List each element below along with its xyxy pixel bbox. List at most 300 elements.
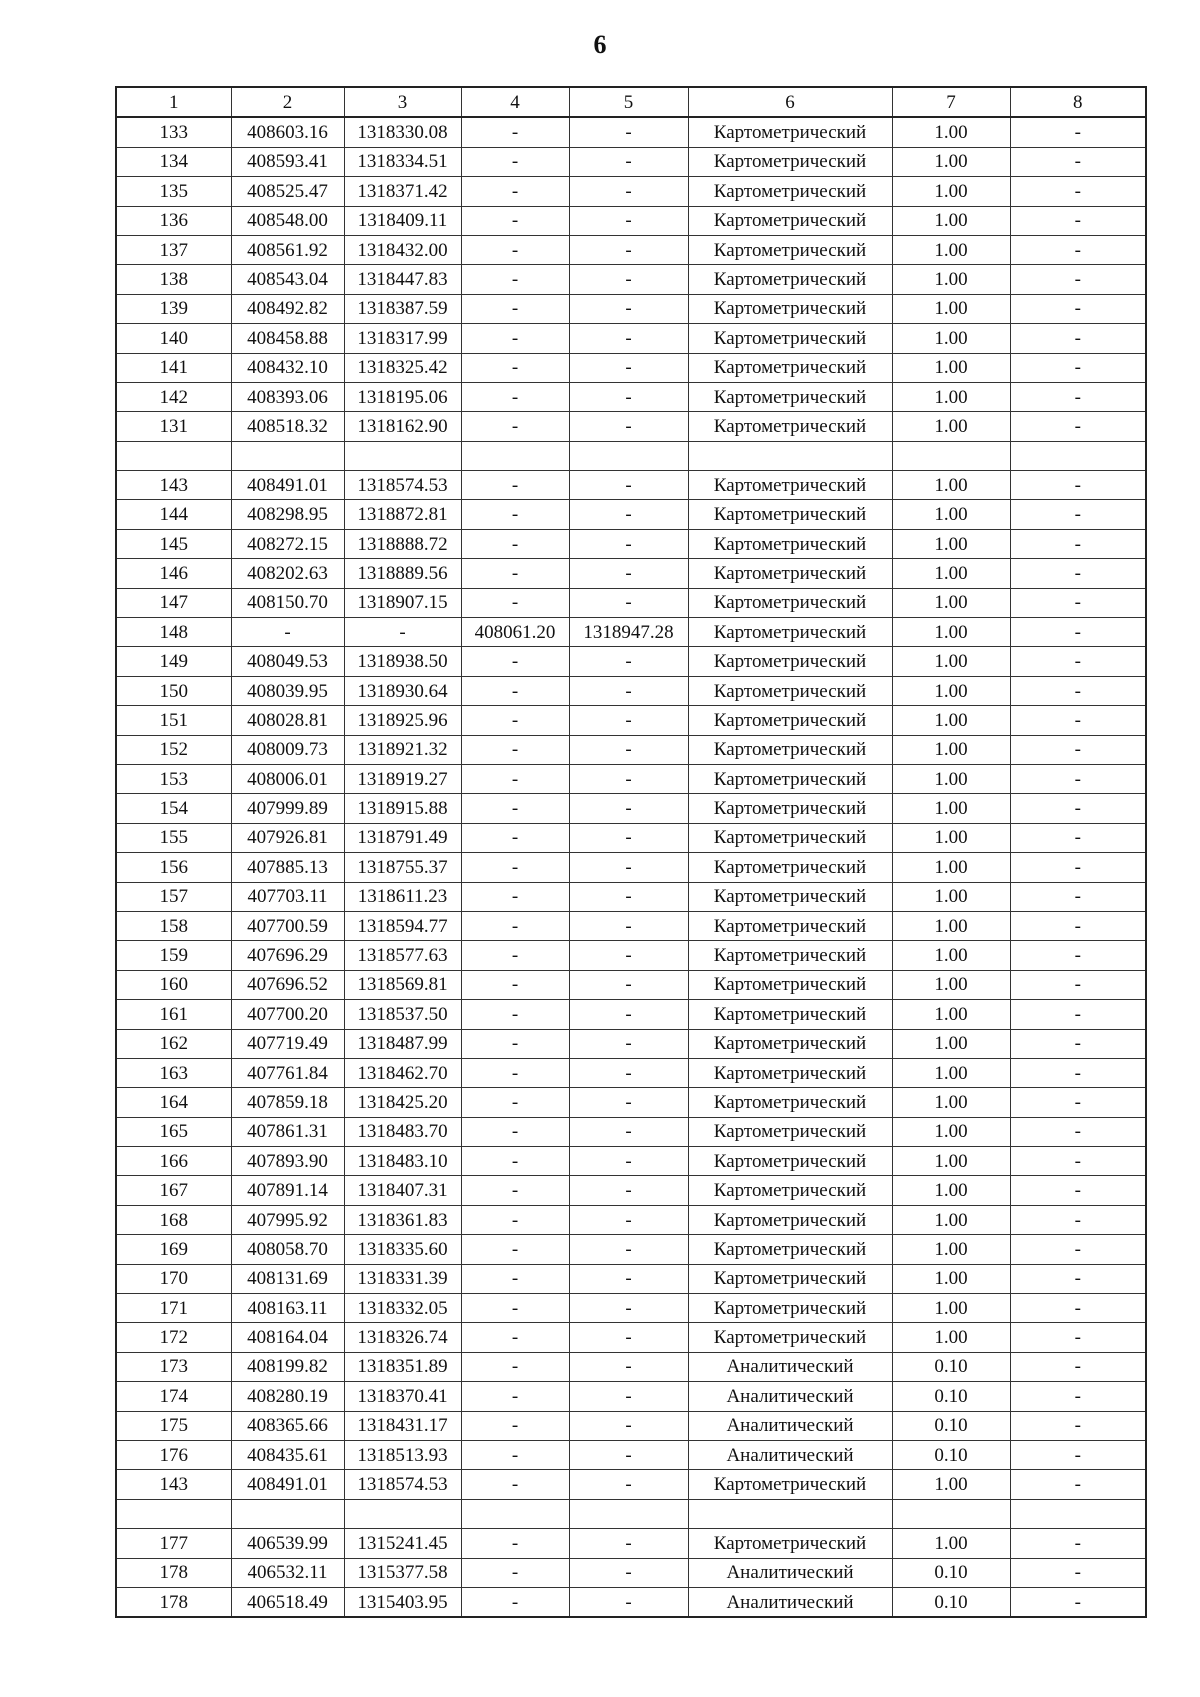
y-new-cell: - bbox=[569, 559, 688, 588]
y-coordinate-cell: 1318195.06 bbox=[344, 382, 461, 411]
method-cell: Картометрический bbox=[688, 235, 892, 264]
y-coordinate-cell: 1318371.42 bbox=[344, 177, 461, 206]
y-coordinate-cell: 1318351.89 bbox=[344, 1352, 461, 1381]
x-coordinate-cell: 406532.11 bbox=[231, 1558, 344, 1587]
y-coordinate-cell: 1318574.53 bbox=[344, 1470, 461, 1499]
accuracy-cell: 1.00 bbox=[892, 1264, 1010, 1293]
x-new-cell: - bbox=[461, 1411, 569, 1440]
note-cell: - bbox=[1010, 794, 1146, 823]
point-number-cell: 134 bbox=[116, 147, 231, 176]
table-row bbox=[116, 471, 1146, 500]
point-number-cell: 176 bbox=[116, 1440, 231, 1469]
method-cell: Картометрический bbox=[688, 941, 892, 970]
table-row bbox=[116, 1470, 1146, 1499]
x-coordinate-cell: 408543.04 bbox=[231, 265, 344, 294]
y-new-cell: - bbox=[569, 117, 688, 147]
table-row bbox=[116, 1558, 1146, 1587]
method-cell: Картометрический bbox=[688, 970, 892, 999]
x-coordinate-cell: 407861.31 bbox=[231, 1117, 344, 1146]
point-number-cell: 170 bbox=[116, 1264, 231, 1293]
method-cell: Картометрический bbox=[688, 559, 892, 588]
point-number-cell: 162 bbox=[116, 1029, 231, 1058]
x-new-cell: - bbox=[461, 1587, 569, 1617]
note-cell: - bbox=[1010, 911, 1146, 940]
note-cell: - bbox=[1010, 471, 1146, 500]
table-row bbox=[116, 1499, 1146, 1528]
point-number-cell bbox=[116, 1499, 231, 1528]
y-new-cell: - bbox=[569, 1587, 688, 1617]
note-cell: - bbox=[1010, 353, 1146, 382]
method-cell: Аналитический bbox=[688, 1440, 892, 1469]
point-number-cell: 178 bbox=[116, 1558, 231, 1587]
y-coordinate-cell bbox=[344, 1499, 461, 1528]
point-number-cell: 150 bbox=[116, 676, 231, 705]
x-new-cell: - bbox=[461, 941, 569, 970]
note-cell: - bbox=[1010, 970, 1146, 999]
table-row bbox=[116, 117, 1146, 147]
method-cell: Картометрический bbox=[688, 412, 892, 441]
y-new-cell: - bbox=[569, 882, 688, 911]
x-new-cell: - bbox=[461, 559, 569, 588]
note-cell: - bbox=[1010, 1352, 1146, 1381]
y-new-cell: - bbox=[569, 1470, 688, 1499]
method-cell: Картометрический bbox=[688, 147, 892, 176]
note-cell: - bbox=[1010, 382, 1146, 411]
point-number-cell: 169 bbox=[116, 1235, 231, 1264]
method-cell: Картометрический bbox=[688, 471, 892, 500]
table-row bbox=[116, 529, 1146, 558]
point-number-cell: 136 bbox=[116, 206, 231, 235]
method-cell: Картометрический bbox=[688, 1264, 892, 1293]
note-cell: - bbox=[1010, 647, 1146, 676]
note-cell: - bbox=[1010, 1587, 1146, 1617]
table-row bbox=[116, 764, 1146, 793]
x-coordinate-cell: 408458.88 bbox=[231, 324, 344, 353]
y-new-cell: - bbox=[569, 529, 688, 558]
y-coordinate-cell: 1318791.49 bbox=[344, 823, 461, 852]
y-new-cell: - bbox=[569, 1382, 688, 1411]
point-number-cell: 152 bbox=[116, 735, 231, 764]
method-cell: Картометрический bbox=[688, 382, 892, 411]
table-row bbox=[116, 676, 1146, 705]
table-row bbox=[116, 1440, 1146, 1469]
point-number-cell: 133 bbox=[116, 117, 231, 147]
accuracy-cell: 1.00 bbox=[892, 206, 1010, 235]
x-coordinate-cell: 407700.20 bbox=[231, 1000, 344, 1029]
note-cell: - bbox=[1010, 1000, 1146, 1029]
table-row bbox=[116, 823, 1146, 852]
note-cell: - bbox=[1010, 1294, 1146, 1323]
point-number-cell: 163 bbox=[116, 1058, 231, 1087]
note-cell: - bbox=[1010, 412, 1146, 441]
x-new-cell: 408061.20 bbox=[461, 618, 569, 647]
method-cell: Картометрический bbox=[688, 353, 892, 382]
y-new-cell: - bbox=[569, 1411, 688, 1440]
accuracy-cell: 1.00 bbox=[892, 471, 1010, 500]
method-cell: Картометрический bbox=[688, 853, 892, 882]
x-coordinate-cell: 408298.95 bbox=[231, 500, 344, 529]
table-row bbox=[116, 500, 1146, 529]
x-new-cell: - bbox=[461, 382, 569, 411]
table-row bbox=[116, 294, 1146, 323]
column-header: 6 bbox=[688, 87, 892, 117]
point-number-cell: 135 bbox=[116, 177, 231, 206]
x-coordinate-cell: 407719.49 bbox=[231, 1029, 344, 1058]
y-coordinate-cell: 1318387.59 bbox=[344, 294, 461, 323]
point-number-cell: 149 bbox=[116, 647, 231, 676]
accuracy-cell: 1.00 bbox=[892, 676, 1010, 705]
accuracy-cell: 1.00 bbox=[892, 735, 1010, 764]
y-coordinate-cell: - bbox=[344, 618, 461, 647]
x-coordinate-cell: 407995.92 bbox=[231, 1205, 344, 1234]
x-coordinate-cell: 408561.92 bbox=[231, 235, 344, 264]
method-cell: Картометрический bbox=[688, 735, 892, 764]
table-row bbox=[116, 1323, 1146, 1352]
method-cell: Картометрический bbox=[688, 1088, 892, 1117]
table-row bbox=[116, 1000, 1146, 1029]
x-coordinate-cell: 408548.00 bbox=[231, 206, 344, 235]
y-new-cell: - bbox=[569, 147, 688, 176]
y-new-cell bbox=[569, 441, 688, 470]
accuracy-cell: 1.00 bbox=[892, 1058, 1010, 1087]
method-cell: Картометрический bbox=[688, 823, 892, 852]
y-coordinate-cell: 1318326.74 bbox=[344, 1323, 461, 1352]
note-cell: - bbox=[1010, 235, 1146, 264]
accuracy-cell: 0.10 bbox=[892, 1587, 1010, 1617]
y-new-cell: - bbox=[569, 412, 688, 441]
note-cell: - bbox=[1010, 618, 1146, 647]
accuracy-cell: 1.00 bbox=[892, 941, 1010, 970]
y-new-cell: - bbox=[569, 382, 688, 411]
y-coordinate-cell: 1318447.83 bbox=[344, 265, 461, 294]
table-row bbox=[116, 1205, 1146, 1234]
accuracy-cell: 1.00 bbox=[892, 764, 1010, 793]
table-row bbox=[116, 882, 1146, 911]
note-cell: - bbox=[1010, 1470, 1146, 1499]
y-coordinate-cell: 1315403.95 bbox=[344, 1587, 461, 1617]
x-coordinate-cell: 406518.49 bbox=[231, 1587, 344, 1617]
method-cell: Аналитический bbox=[688, 1558, 892, 1587]
note-cell: - bbox=[1010, 1176, 1146, 1205]
x-coordinate-cell: 408272.15 bbox=[231, 529, 344, 558]
method-cell: Картометрический bbox=[688, 206, 892, 235]
y-coordinate-cell: 1318921.32 bbox=[344, 735, 461, 764]
point-number-cell: 146 bbox=[116, 559, 231, 588]
y-new-cell: - bbox=[569, 265, 688, 294]
y-coordinate-cell: 1318325.42 bbox=[344, 353, 461, 382]
table-row bbox=[116, 559, 1146, 588]
accuracy-cell: 1.00 bbox=[892, 324, 1010, 353]
x-new-cell: - bbox=[461, 1147, 569, 1176]
table-row bbox=[116, 1235, 1146, 1264]
method-cell: Картометрический bbox=[688, 706, 892, 735]
y-new-cell: - bbox=[569, 1558, 688, 1587]
y-new-cell: - bbox=[569, 1029, 688, 1058]
x-new-cell: - bbox=[461, 1470, 569, 1499]
y-new-cell: - bbox=[569, 911, 688, 940]
table-row bbox=[116, 1529, 1146, 1558]
method-cell: Картометрический bbox=[688, 1147, 892, 1176]
note-cell: - bbox=[1010, 706, 1146, 735]
y-coordinate-cell: 1318487.99 bbox=[344, 1029, 461, 1058]
note-cell: - bbox=[1010, 206, 1146, 235]
table-row bbox=[116, 1411, 1146, 1440]
point-number-cell: 131 bbox=[116, 412, 231, 441]
accuracy-cell: 1.00 bbox=[892, 1205, 1010, 1234]
y-new-cell: - bbox=[569, 676, 688, 705]
method-cell: Картометрический bbox=[688, 1529, 892, 1558]
table-row bbox=[116, 911, 1146, 940]
table-row bbox=[116, 1382, 1146, 1411]
method-cell: Аналитический bbox=[688, 1352, 892, 1381]
table-row bbox=[116, 382, 1146, 411]
y-new-cell: - bbox=[569, 1352, 688, 1381]
x-coordinate-cell bbox=[231, 441, 344, 470]
note-cell: - bbox=[1010, 676, 1146, 705]
column-header: 7 bbox=[892, 87, 1010, 117]
table-body bbox=[116, 117, 1146, 1617]
point-number-cell: 177 bbox=[116, 1529, 231, 1558]
y-new-cell: - bbox=[569, 823, 688, 852]
method-cell: Картометрический bbox=[688, 117, 892, 147]
y-coordinate-cell: 1318332.05 bbox=[344, 1294, 461, 1323]
x-coordinate-cell: 408435.61 bbox=[231, 1440, 344, 1469]
y-coordinate-cell: 1315241.45 bbox=[344, 1529, 461, 1558]
method-cell: Картометрический bbox=[688, 529, 892, 558]
point-number-cell: 143 bbox=[116, 1470, 231, 1499]
x-new-cell: - bbox=[461, 1058, 569, 1087]
y-coordinate-cell: 1318483.70 bbox=[344, 1117, 461, 1146]
x-new-cell: - bbox=[461, 882, 569, 911]
y-new-cell: - bbox=[569, 1529, 688, 1558]
note-cell: - bbox=[1010, 324, 1146, 353]
method-cell bbox=[688, 1499, 892, 1528]
table-row bbox=[116, 970, 1146, 999]
method-cell: Картометрический bbox=[688, 1058, 892, 1087]
point-number-cell: 159 bbox=[116, 941, 231, 970]
note-cell: - bbox=[1010, 1235, 1146, 1264]
x-new-cell: - bbox=[461, 823, 569, 852]
accuracy-cell: 1.00 bbox=[892, 147, 1010, 176]
method-cell: Картометрический bbox=[688, 1323, 892, 1352]
x-coordinate-cell: 408150.70 bbox=[231, 588, 344, 617]
header-row bbox=[116, 87, 1146, 117]
method-cell: Картометрический bbox=[688, 177, 892, 206]
y-new-cell: - bbox=[569, 735, 688, 764]
x-coordinate-cell: 408280.19 bbox=[231, 1382, 344, 1411]
method-cell: Картометрический bbox=[688, 618, 892, 647]
point-number-cell: 151 bbox=[116, 706, 231, 735]
x-new-cell: - bbox=[461, 1264, 569, 1293]
table-row bbox=[116, 1088, 1146, 1117]
accuracy-cell: 1.00 bbox=[892, 353, 1010, 382]
x-new-cell bbox=[461, 1499, 569, 1528]
x-coordinate-cell: 407891.14 bbox=[231, 1176, 344, 1205]
x-coordinate-cell: 408491.01 bbox=[231, 471, 344, 500]
y-coordinate-cell: 1318513.93 bbox=[344, 1440, 461, 1469]
x-new-cell: - bbox=[461, 1176, 569, 1205]
x-new-cell: - bbox=[461, 235, 569, 264]
y-new-cell: - bbox=[569, 206, 688, 235]
y-coordinate-cell: 1318569.81 bbox=[344, 970, 461, 999]
method-cell: Картометрический bbox=[688, 647, 892, 676]
table-row bbox=[116, 1587, 1146, 1617]
x-new-cell: - bbox=[461, 970, 569, 999]
y-coordinate-cell: 1318431.17 bbox=[344, 1411, 461, 1440]
x-new-cell: - bbox=[461, 1382, 569, 1411]
method-cell: Картометрический bbox=[688, 911, 892, 940]
accuracy-cell: 1.00 bbox=[892, 1323, 1010, 1352]
method-cell: Картометрический bbox=[688, 500, 892, 529]
table-row bbox=[116, 706, 1146, 735]
y-new-cell: - bbox=[569, 794, 688, 823]
table-row bbox=[116, 941, 1146, 970]
table-row bbox=[116, 1264, 1146, 1293]
y-coordinate-cell: 1318930.64 bbox=[344, 676, 461, 705]
accuracy-cell: 1.00 bbox=[892, 588, 1010, 617]
y-new-cell: - bbox=[569, 970, 688, 999]
y-coordinate-cell: 1318407.31 bbox=[344, 1176, 461, 1205]
x-new-cell: - bbox=[461, 1529, 569, 1558]
x-new-cell: - bbox=[461, 1558, 569, 1587]
column-header: 5 bbox=[569, 87, 688, 117]
accuracy-cell: 1.00 bbox=[892, 1147, 1010, 1176]
x-new-cell: - bbox=[461, 500, 569, 529]
accuracy-cell: 1.00 bbox=[892, 412, 1010, 441]
method-cell: Картометрический bbox=[688, 1470, 892, 1499]
x-coordinate-cell: 408058.70 bbox=[231, 1235, 344, 1264]
accuracy-cell: 1.00 bbox=[892, 1529, 1010, 1558]
y-new-cell: - bbox=[569, 471, 688, 500]
y-coordinate-cell: 1315377.58 bbox=[344, 1558, 461, 1587]
point-number-cell: 164 bbox=[116, 1088, 231, 1117]
column-header: 4 bbox=[461, 87, 569, 117]
y-coordinate-cell: 1318335.60 bbox=[344, 1235, 461, 1264]
method-cell: Картометрический bbox=[688, 1117, 892, 1146]
accuracy-cell: 1.00 bbox=[892, 559, 1010, 588]
point-number-cell: 174 bbox=[116, 1382, 231, 1411]
y-new-cell: - bbox=[569, 1205, 688, 1234]
note-cell: - bbox=[1010, 1147, 1146, 1176]
y-new-cell: - bbox=[569, 294, 688, 323]
x-coordinate-cell: - bbox=[231, 618, 344, 647]
accuracy-cell: 1.00 bbox=[892, 647, 1010, 676]
accuracy-cell: 1.00 bbox=[892, 882, 1010, 911]
y-coordinate-cell: 1318483.10 bbox=[344, 1147, 461, 1176]
method-cell: Картометрический bbox=[688, 1205, 892, 1234]
x-coordinate-cell: 408432.10 bbox=[231, 353, 344, 382]
accuracy-cell: 1.00 bbox=[892, 1235, 1010, 1264]
accuracy-cell: 1.00 bbox=[892, 117, 1010, 147]
y-new-cell: - bbox=[569, 1235, 688, 1264]
accuracy-cell: 1.00 bbox=[892, 911, 1010, 940]
point-number-cell: 153 bbox=[116, 764, 231, 793]
x-new-cell: - bbox=[461, 911, 569, 940]
accuracy-cell: 1.00 bbox=[892, 794, 1010, 823]
x-new-cell: - bbox=[461, 1205, 569, 1234]
table-row bbox=[116, 853, 1146, 882]
method-cell: Картометрический bbox=[688, 1176, 892, 1205]
note-cell: - bbox=[1010, 1558, 1146, 1587]
note-cell: - bbox=[1010, 1058, 1146, 1087]
x-coordinate-cell: 407893.90 bbox=[231, 1147, 344, 1176]
point-number-cell: 144 bbox=[116, 500, 231, 529]
x-coordinate-cell: 408593.41 bbox=[231, 147, 344, 176]
accuracy-cell: 1.00 bbox=[892, 265, 1010, 294]
y-coordinate-cell bbox=[344, 441, 461, 470]
method-cell: Аналитический bbox=[688, 1587, 892, 1617]
method-cell: Картометрический bbox=[688, 324, 892, 353]
table-row bbox=[116, 265, 1146, 294]
accuracy-cell: 0.10 bbox=[892, 1411, 1010, 1440]
point-number-cell: 172 bbox=[116, 1323, 231, 1352]
note-cell: - bbox=[1010, 1411, 1146, 1440]
x-new-cell: - bbox=[461, 265, 569, 294]
y-coordinate-cell: 1318330.08 bbox=[344, 117, 461, 147]
x-coordinate-cell: 407703.11 bbox=[231, 882, 344, 911]
point-number-cell: 173 bbox=[116, 1352, 231, 1381]
y-new-cell: - bbox=[569, 235, 688, 264]
x-coordinate-cell: 408164.04 bbox=[231, 1323, 344, 1352]
note-cell: - bbox=[1010, 823, 1146, 852]
table-row bbox=[116, 794, 1146, 823]
method-cell: Картометрический bbox=[688, 1029, 892, 1058]
x-coordinate-cell: 408028.81 bbox=[231, 706, 344, 735]
point-number-cell: 141 bbox=[116, 353, 231, 382]
y-coordinate-cell: 1318317.99 bbox=[344, 324, 461, 353]
note-cell: - bbox=[1010, 588, 1146, 617]
y-new-cell: - bbox=[569, 1294, 688, 1323]
column-header: 1 bbox=[116, 87, 231, 117]
x-new-cell: - bbox=[461, 353, 569, 382]
accuracy-cell: 1.00 bbox=[892, 500, 1010, 529]
note-cell: - bbox=[1010, 764, 1146, 793]
y-new-cell: - bbox=[569, 1000, 688, 1029]
point-number-cell: 154 bbox=[116, 794, 231, 823]
accuracy-cell: 1.00 bbox=[892, 1088, 1010, 1117]
table-row bbox=[116, 735, 1146, 764]
x-coordinate-cell: 406539.99 bbox=[231, 1529, 344, 1558]
x-new-cell: - bbox=[461, 177, 569, 206]
point-number-cell: 157 bbox=[116, 882, 231, 911]
column-header: 8 bbox=[1010, 87, 1146, 117]
note-cell: - bbox=[1010, 1440, 1146, 1469]
x-coordinate-cell: 408163.11 bbox=[231, 1294, 344, 1323]
accuracy-cell: 0.10 bbox=[892, 1352, 1010, 1381]
x-new-cell: - bbox=[461, 706, 569, 735]
point-number-cell: 165 bbox=[116, 1117, 231, 1146]
note-cell: - bbox=[1010, 500, 1146, 529]
x-coordinate-cell: 408009.73 bbox=[231, 735, 344, 764]
table-row bbox=[116, 618, 1146, 647]
note-cell: - bbox=[1010, 147, 1146, 176]
note-cell: - bbox=[1010, 529, 1146, 558]
table-row bbox=[116, 1294, 1146, 1323]
note-cell: - bbox=[1010, 1117, 1146, 1146]
y-coordinate-cell: 1318577.63 bbox=[344, 941, 461, 970]
table-row bbox=[116, 1117, 1146, 1146]
method-cell: Картометрический bbox=[688, 676, 892, 705]
point-number-cell: 139 bbox=[116, 294, 231, 323]
note-cell: - bbox=[1010, 559, 1146, 588]
x-coordinate-cell: 407696.29 bbox=[231, 941, 344, 970]
point-number-cell: 155 bbox=[116, 823, 231, 852]
x-coordinate-cell: 408131.69 bbox=[231, 1264, 344, 1293]
point-number-cell: 160 bbox=[116, 970, 231, 999]
y-new-cell bbox=[569, 1499, 688, 1528]
accuracy-cell: 1.00 bbox=[892, 1029, 1010, 1058]
y-coordinate-cell: 1318409.11 bbox=[344, 206, 461, 235]
